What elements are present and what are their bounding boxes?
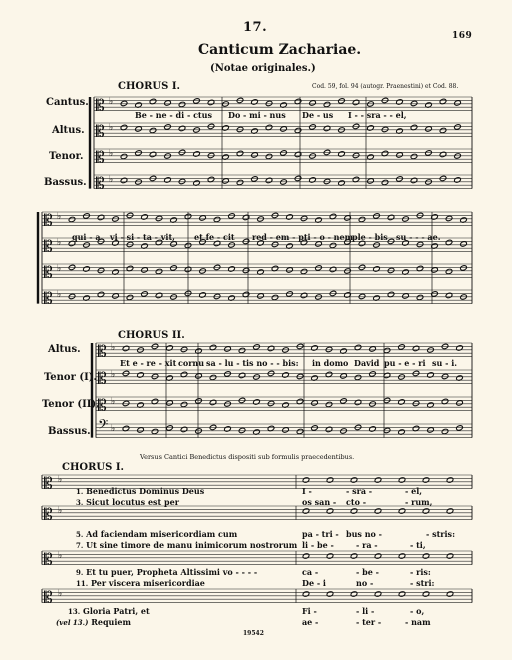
note-head — [170, 265, 178, 271]
note-head — [422, 553, 430, 559]
resp-5b: bus no - — [346, 529, 382, 539]
resp-9c: - ris: — [410, 567, 431, 577]
flat-sign: ♭ — [109, 122, 114, 133]
note-head — [68, 293, 76, 299]
resp-5a: pa - tri - — [302, 529, 339, 539]
note-head — [166, 345, 174, 351]
resp-9b: - be - — [356, 567, 379, 577]
note-head — [302, 553, 310, 559]
c-clef: 𝄡 — [44, 504, 53, 524]
note-head — [460, 241, 468, 247]
note-head — [170, 241, 178, 247]
note-head — [251, 152, 259, 158]
note-head — [178, 178, 186, 184]
note-head — [294, 127, 302, 133]
note-head — [387, 267, 395, 273]
chorus-2-label: CHORUS II. — [118, 330, 185, 341]
voice-label-altus-2: Altus. — [48, 344, 81, 355]
flat-sign: ♭ — [57, 289, 62, 300]
note-head — [242, 267, 250, 273]
verse-13-alt: (vel 13.) Requiem — [56, 617, 131, 627]
note-head — [338, 151, 346, 157]
piece-number: 17. — [243, 20, 268, 35]
source-note: Cod. 59, fol. 94 (autogr. Praenestini) et Cod. 88. — [312, 83, 459, 90]
c-clef: 𝄡 — [44, 210, 53, 230]
note-head — [367, 125, 375, 131]
note-head — [207, 152, 215, 158]
note-head — [193, 151, 201, 157]
c-clef: 𝄡 — [44, 473, 53, 493]
note-head — [358, 216, 366, 222]
note-head — [402, 293, 410, 299]
chorus-1-verses-label: CHORUS I. — [62, 462, 125, 473]
page-number: 169 — [452, 31, 473, 41]
resp-11c: - stri: — [410, 578, 435, 588]
note-head — [325, 401, 333, 407]
note-head — [228, 266, 236, 272]
note-head — [141, 214, 149, 220]
resp-3b: cto - — [346, 497, 367, 507]
note-head — [398, 344, 406, 350]
flat-sign: ♭ — [109, 96, 114, 107]
c-clef: 𝄡 — [96, 121, 105, 141]
flat-sign: ♭ — [57, 211, 62, 222]
note-head — [416, 294, 424, 300]
note-head — [410, 153, 418, 159]
note-head — [326, 553, 334, 559]
note-head — [350, 553, 358, 559]
note-head — [454, 177, 462, 183]
note-head — [151, 373, 159, 379]
note-head — [126, 241, 134, 247]
lyric-s2-6: su - - - ae. — [396, 232, 441, 242]
note-head — [374, 591, 382, 597]
note-head — [180, 346, 188, 352]
c-clef: 𝄡 — [44, 587, 53, 607]
flat-sign: ♭ — [109, 174, 114, 185]
chorus-1-label: CHORUS I. — [118, 81, 181, 92]
note-head — [340, 373, 348, 379]
note-head — [398, 591, 406, 597]
resp-5c: - stris: — [426, 529, 456, 539]
note-head — [265, 153, 273, 159]
note-head — [309, 177, 317, 183]
note-head — [251, 99, 259, 105]
resp-13alt-b: - ter - — [356, 617, 382, 627]
note-head — [122, 400, 130, 406]
note-head — [199, 215, 207, 221]
note-head — [302, 508, 310, 514]
note-head — [381, 179, 389, 185]
bass-clef: 𝄢 — [98, 416, 109, 436]
note-head — [445, 268, 453, 274]
note-head — [367, 178, 375, 184]
verse-9: 9. Et tu puer, Propheta Altissimi vo - - - - — [76, 567, 258, 577]
note-head — [350, 477, 358, 483]
c-clef: 𝄡 — [98, 341, 107, 361]
resp-7a: li - be - — [302, 540, 334, 550]
note-head — [141, 291, 149, 297]
resp-7b: - ra - — [356, 540, 378, 550]
resp-11a: De - i — [302, 578, 326, 588]
note-head — [238, 427, 246, 433]
note-head — [271, 241, 279, 247]
note-head — [373, 266, 381, 272]
note-head — [195, 373, 203, 379]
note-head — [374, 508, 382, 514]
note-head — [112, 293, 120, 299]
note-head — [369, 426, 377, 432]
note-head — [454, 124, 462, 130]
c-clef: 𝄡 — [98, 368, 107, 388]
note-head — [282, 372, 290, 378]
note-head — [137, 372, 145, 378]
note-head — [300, 215, 308, 221]
note-head — [338, 98, 346, 104]
flat-sign: ♭ — [58, 475, 63, 485]
note-head — [135, 126, 143, 132]
note-head — [166, 400, 174, 406]
note-head — [300, 268, 308, 274]
note-head — [329, 242, 337, 248]
note-head — [325, 346, 333, 352]
note-head — [323, 101, 331, 107]
voice-label-cantus: Cantus. — [46, 97, 89, 108]
note-head — [97, 267, 105, 273]
note-head — [398, 477, 406, 483]
note-head — [228, 213, 236, 219]
note-head — [257, 240, 265, 246]
note-head — [195, 398, 203, 404]
note-head — [178, 101, 186, 107]
note-head — [286, 291, 294, 297]
note-head — [199, 239, 207, 245]
note-head — [253, 399, 261, 405]
note-head — [456, 425, 464, 431]
resp-13alt-a: ae - — [302, 617, 319, 627]
lyric-s3-1: Et e - re - xit — [120, 358, 177, 368]
c-clef: 𝄡 — [98, 395, 107, 415]
note-head — [296, 373, 304, 379]
note-head — [222, 125, 230, 131]
lyric-s2-1: qui - a — [72, 232, 101, 242]
flat-sign: ♭ — [111, 423, 116, 434]
resp-13b: - li - — [356, 606, 375, 616]
note-head — [135, 150, 143, 156]
c-clef: 𝄡 — [44, 549, 53, 569]
note-head — [396, 99, 404, 105]
note-head — [439, 127, 447, 133]
flat-sign: ♭ — [58, 551, 63, 561]
lyric-s3-5: David — [354, 358, 380, 368]
c-clef: 𝄡 — [96, 173, 105, 193]
flat-sign: ♭ — [58, 589, 63, 599]
resp-1b: - sra - — [346, 486, 373, 496]
note-head — [224, 426, 232, 432]
voice-label-tenor-2: Tenor (II). — [42, 399, 100, 410]
note-head — [441, 428, 449, 434]
note-head — [120, 100, 128, 106]
note-head — [445, 215, 453, 221]
lyric-s3-3: sa - lu - tis no - - bis: — [206, 358, 299, 368]
note-head — [412, 400, 420, 406]
note-head — [141, 267, 149, 273]
note-head — [374, 553, 382, 559]
lyric-s1-1: Be - ne - di - ctus — [135, 110, 212, 120]
note-head — [446, 591, 454, 597]
lyric-s2-4: red - em - pti - o - nem — [252, 232, 354, 242]
resp-3c: - rum, — [405, 497, 433, 507]
note-head — [422, 477, 430, 483]
note-head — [354, 374, 362, 380]
note-head — [410, 100, 418, 106]
note-head — [383, 347, 391, 353]
flat-sign: ♭ — [111, 369, 116, 380]
note-head — [286, 214, 294, 220]
note-head — [350, 591, 358, 597]
note-head — [350, 508, 358, 514]
lyric-s2-3: et fe - cit — [194, 232, 235, 242]
verse-1: 1. Benedictus Dominus Deus — [76, 486, 205, 496]
note-head — [311, 345, 319, 351]
note-head — [402, 240, 410, 246]
note-head — [83, 266, 91, 272]
c-clef: 𝄡 — [44, 236, 53, 256]
note-head — [311, 400, 319, 406]
verse-13: 13. Gloria Patri, et — [68, 606, 150, 616]
resp-9a: ca - — [302, 567, 319, 577]
note-head — [374, 477, 382, 483]
note-head — [253, 344, 261, 350]
note-head — [151, 428, 159, 434]
note-head — [309, 124, 317, 130]
note-head — [396, 152, 404, 158]
lyric-s3-4: in domo — [312, 358, 349, 368]
note-head — [280, 126, 288, 132]
note-head — [446, 508, 454, 514]
note-head — [296, 428, 304, 434]
note-head — [193, 98, 201, 104]
note-head — [454, 100, 462, 106]
resp-1c: - el, — [405, 486, 423, 496]
note-head — [369, 346, 377, 352]
note-head — [286, 267, 294, 273]
voice-label-bassus-2: Bassus. — [48, 426, 91, 437]
note-head — [383, 427, 391, 433]
note-head — [425, 126, 433, 132]
note-head — [340, 398, 348, 404]
lyric-s3-6: pu - e - ri — [384, 358, 426, 368]
note-head — [425, 150, 433, 156]
note-head — [224, 346, 232, 352]
verse-7: 7. Ut sine timore de manu inimicorum nostrorum — [76, 540, 298, 550]
note-head — [83, 213, 91, 219]
note-head — [180, 401, 188, 407]
note-head — [460, 265, 468, 271]
note-head — [267, 400, 275, 406]
note-head — [427, 372, 435, 378]
note-head — [271, 294, 279, 300]
resp-11b: no - — [356, 578, 374, 588]
note-head — [155, 268, 163, 274]
note-head — [311, 425, 319, 431]
flat-sign: ♭ — [57, 263, 62, 274]
verse-heading: Versus Cantici Benedictus dispositi sub formulis praecedentibus. — [140, 453, 355, 461]
page-subtitle: (Notae originales.) — [210, 63, 316, 74]
verse-3: 3. Sicut locutus est per — [76, 497, 179, 507]
c-clef: 𝄡 — [44, 288, 53, 308]
resp-1a: I - — [302, 486, 312, 496]
note-head — [164, 100, 172, 106]
verse-5: 5. Ad faciendam misericordiam cum — [76, 529, 238, 539]
note-head — [446, 553, 454, 559]
note-head — [280, 150, 288, 156]
verse-11: 11. Per viscera misericordiae — [76, 578, 205, 588]
note-head — [251, 176, 259, 182]
note-head — [416, 241, 424, 247]
flat-sign: ♭ — [109, 148, 114, 159]
note-head — [68, 216, 76, 222]
note-head — [164, 124, 172, 130]
plate-number: 19542 — [243, 630, 264, 637]
note-head — [422, 508, 430, 514]
note-head — [422, 591, 430, 597]
note-head — [213, 216, 221, 222]
note-head — [323, 178, 331, 184]
note-head — [456, 400, 464, 406]
note-head — [398, 553, 406, 559]
page-title: Canticum Zachariae. — [198, 42, 362, 58]
note-head — [257, 293, 265, 299]
flat-sign: ♭ — [111, 342, 116, 353]
note-head — [238, 347, 246, 353]
note-head — [358, 293, 366, 299]
resp-13alt-c: - nam — [405, 617, 431, 627]
flat-sign: ♭ — [57, 237, 62, 248]
resp-7c: - ti, — [410, 540, 426, 550]
note-head — [120, 153, 128, 159]
note-head — [309, 100, 317, 106]
note-head — [326, 508, 334, 514]
lyric-s1-3: De - us — [302, 110, 334, 120]
note-head — [352, 152, 360, 158]
note-head — [222, 178, 230, 184]
note-head — [398, 508, 406, 514]
lyric-s1-4: I - - sra - - el, — [348, 110, 407, 120]
note-head — [224, 371, 232, 377]
lyric-s3-7: su - i. — [432, 358, 458, 368]
note-head — [456, 345, 464, 351]
note-head — [164, 177, 172, 183]
note-head — [302, 591, 310, 597]
voice-label-bassus: Bassus. — [44, 177, 87, 188]
note-head — [326, 477, 334, 483]
note-head — [126, 294, 134, 300]
note-head — [446, 477, 454, 483]
c-clef: 𝄡 — [96, 95, 105, 115]
note-head — [112, 240, 120, 246]
lyric-s3-2: cornu — [178, 358, 205, 368]
note-head — [427, 427, 435, 433]
note-head — [381, 126, 389, 132]
note-head — [209, 374, 217, 380]
note-head — [265, 100, 273, 106]
resp-3a: os san - — [302, 497, 337, 507]
flat-sign: ♭ — [111, 396, 116, 407]
note-head — [315, 265, 323, 271]
note-head — [137, 427, 145, 433]
note-head — [396, 176, 404, 182]
c-clef: 𝄡 — [44, 262, 53, 282]
note-head — [302, 477, 310, 483]
note-head — [282, 427, 290, 433]
note-head — [155, 215, 163, 221]
lyric-s2-2: vi - si - ta - vit, — [110, 232, 175, 242]
voice-label-altus: Altus. — [52, 125, 85, 136]
note-head — [441, 373, 449, 379]
note-head — [166, 425, 174, 431]
note-head — [236, 179, 244, 185]
note-head — [373, 213, 381, 219]
voice-label-tenor: Tenor. — [49, 151, 84, 162]
note-head — [213, 293, 221, 299]
resp-13c: - o, — [410, 606, 425, 616]
voice-label-tenor-1: Tenor (I). — [44, 372, 97, 383]
note-head — [315, 241, 323, 247]
note-head — [398, 399, 406, 405]
c-clef: 𝄡 — [96, 147, 105, 167]
lyric-s1-2: Do - mi - nus — [228, 110, 286, 120]
resp-13a: Fi - — [302, 606, 317, 616]
flat-sign: ♭ — [58, 506, 63, 516]
lyric-s2-5: ple - bis — [352, 232, 388, 242]
note-head — [326, 591, 334, 597]
note-head — [369, 371, 377, 377]
note-head — [149, 127, 157, 133]
note-head — [236, 126, 244, 132]
note-head — [199, 292, 207, 298]
